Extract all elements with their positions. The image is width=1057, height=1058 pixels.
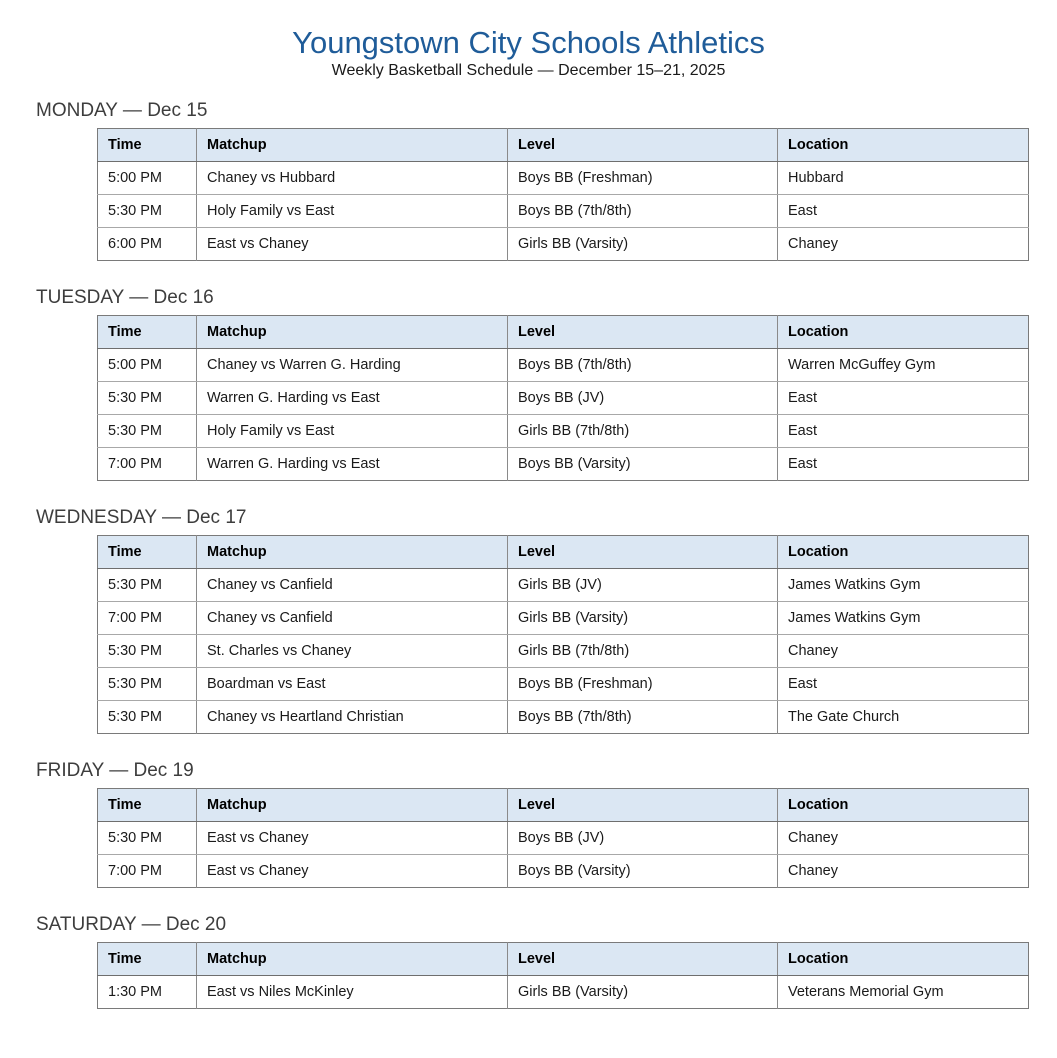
day-heading: FRIDAY — Dec 19 xyxy=(36,760,194,781)
day-section-tuesday xyxy=(0,287,1057,481)
cell-matchup: East vs Chaney xyxy=(197,228,508,261)
cell-matchup: Chaney vs Hubbard xyxy=(197,162,508,195)
cell-matchup: East vs Niles McKinley xyxy=(197,976,508,1009)
document-header xyxy=(0,0,1057,80)
cell-location: Chaney xyxy=(778,822,1029,855)
cell-location: Chaney xyxy=(778,855,1029,888)
cell-location: East xyxy=(778,382,1029,415)
day-section-monday xyxy=(0,100,1057,261)
cell-level: Girls BB (JV) xyxy=(508,569,778,602)
table-row xyxy=(98,602,1029,635)
cell-level: Boys BB (JV) xyxy=(508,822,778,855)
cell-location: East xyxy=(778,448,1029,481)
cell-matchup: Chaney vs Warren G. Harding xyxy=(197,349,508,382)
column-header-matchup: Matchup xyxy=(197,316,508,349)
column-header-level: Level xyxy=(508,789,778,822)
cell-location: Veterans Memorial Gym xyxy=(778,976,1029,1009)
table-row xyxy=(98,701,1029,734)
cell-matchup: Warren G. Harding vs East xyxy=(197,382,508,415)
day-section-wednesday xyxy=(0,507,1057,734)
column-header-location: Location xyxy=(778,943,1029,976)
cell-location: The Gate Church xyxy=(778,701,1029,734)
table-row xyxy=(98,162,1029,195)
cell-time: 5:30 PM xyxy=(98,668,197,701)
cell-level: Boys BB (7th/8th) xyxy=(508,349,778,382)
cell-matchup: Chaney vs Canfield xyxy=(197,602,508,635)
cell-level: Boys BB (7th/8th) xyxy=(508,195,778,228)
column-header-matchup: Matchup xyxy=(197,789,508,822)
cell-matchup: St. Charles vs Chaney xyxy=(197,635,508,668)
schedule-table xyxy=(97,942,1029,1009)
cell-time: 5:30 PM xyxy=(98,635,197,668)
cell-matchup: Warren G. Harding vs East xyxy=(197,448,508,481)
table-row xyxy=(98,569,1029,602)
cell-time: 1:30 PM xyxy=(98,976,197,1009)
table-header-row xyxy=(98,943,1029,976)
column-header-matchup: Matchup xyxy=(197,943,508,976)
table-row xyxy=(98,855,1029,888)
table-header-row xyxy=(98,316,1029,349)
column-header-matchup: Matchup xyxy=(197,129,508,162)
column-header-time: Time xyxy=(98,789,197,822)
cell-time: 5:00 PM xyxy=(98,349,197,382)
cell-time: 5:30 PM xyxy=(98,415,197,448)
day-section-friday xyxy=(0,760,1057,888)
cell-location: Warren McGuffey Gym xyxy=(778,349,1029,382)
cell-level: Boys BB (JV) xyxy=(508,382,778,415)
cell-time: 5:30 PM xyxy=(98,569,197,602)
table-row xyxy=(98,448,1029,481)
cell-location: James Watkins Gym xyxy=(778,569,1029,602)
cell-level: Girls BB (Varsity) xyxy=(508,228,778,261)
cell-level: Boys BB (Varsity) xyxy=(508,855,778,888)
cell-location: Chaney xyxy=(778,228,1029,261)
column-header-level: Level xyxy=(508,316,778,349)
cell-matchup: Chaney vs Canfield xyxy=(197,569,508,602)
cell-matchup: Boardman vs East xyxy=(197,668,508,701)
table-row xyxy=(98,382,1029,415)
cell-matchup: Chaney vs Heartland Christian xyxy=(197,701,508,734)
cell-time: 7:00 PM xyxy=(98,602,197,635)
cell-matchup: Holy Family vs East xyxy=(197,195,508,228)
cell-time: 7:00 PM xyxy=(98,855,197,888)
cell-time: 7:00 PM xyxy=(98,448,197,481)
schedule-table xyxy=(97,788,1029,888)
column-header-time: Time xyxy=(98,536,197,569)
column-header-level: Level xyxy=(508,129,778,162)
column-header-level: Level xyxy=(508,536,778,569)
day-heading: WEDNESDAY — Dec 17 xyxy=(36,507,247,528)
schedule-table xyxy=(97,535,1029,734)
table-row xyxy=(98,195,1029,228)
table-row xyxy=(98,635,1029,668)
cell-level: Girls BB (7th/8th) xyxy=(508,415,778,448)
cell-level: Boys BB (Freshman) xyxy=(508,668,778,701)
cell-level: Boys BB (Freshman) xyxy=(508,162,778,195)
column-header-location: Location xyxy=(778,129,1029,162)
cell-location: Hubbard xyxy=(778,162,1029,195)
day-heading: SATURDAY — Dec 20 xyxy=(36,914,227,935)
cell-time: 6:00 PM xyxy=(98,228,197,261)
table-header-row xyxy=(98,536,1029,569)
schedule-table xyxy=(97,128,1029,261)
cell-level: Boys BB (Varsity) xyxy=(508,448,778,481)
cell-time: 5:30 PM xyxy=(98,195,197,228)
cell-location: East xyxy=(778,668,1029,701)
column-header-time: Time xyxy=(98,129,197,162)
cell-time: 5:30 PM xyxy=(98,822,197,855)
page-title: Youngstown City Schools Athletics xyxy=(292,25,765,60)
column-header-time: Time xyxy=(98,943,197,976)
cell-matchup: Holy Family vs East xyxy=(197,415,508,448)
table-row xyxy=(98,349,1029,382)
cell-level: Boys BB (7th/8th) xyxy=(508,701,778,734)
column-header-time: Time xyxy=(98,316,197,349)
table-row xyxy=(98,668,1029,701)
cell-time: 5:30 PM xyxy=(98,701,197,734)
cell-matchup: East vs Chaney xyxy=(197,822,508,855)
day-section-saturday xyxy=(0,914,1057,1009)
table-row xyxy=(98,976,1029,1009)
column-header-location: Location xyxy=(778,536,1029,569)
cell-level: Girls BB (Varsity) xyxy=(508,602,778,635)
table-row xyxy=(98,415,1029,448)
page-subtitle: Weekly Basketball Schedule — December 15–21, 2025 xyxy=(331,62,726,79)
table-header-row xyxy=(98,789,1029,822)
cell-time: 5:00 PM xyxy=(98,162,197,195)
cell-matchup: East vs Chaney xyxy=(197,855,508,888)
day-heading: TUESDAY — Dec 16 xyxy=(36,287,214,308)
schedule-table xyxy=(97,315,1029,481)
cell-time: 5:30 PM xyxy=(98,382,197,415)
column-header-matchup: Matchup xyxy=(197,536,508,569)
cell-location: Chaney xyxy=(778,635,1029,668)
column-header-location: Location xyxy=(778,789,1029,822)
column-header-location: Location xyxy=(778,316,1029,349)
cell-location: East xyxy=(778,415,1029,448)
table-header-row xyxy=(98,129,1029,162)
table-row xyxy=(98,822,1029,855)
table-row xyxy=(98,228,1029,261)
cell-level: Girls BB (7th/8th) xyxy=(508,635,778,668)
cell-location: East xyxy=(778,195,1029,228)
day-heading: MONDAY — Dec 15 xyxy=(36,100,208,121)
column-header-level: Level xyxy=(508,943,778,976)
cell-level: Girls BB (Varsity) xyxy=(508,976,778,1009)
cell-location: James Watkins Gym xyxy=(778,602,1029,635)
